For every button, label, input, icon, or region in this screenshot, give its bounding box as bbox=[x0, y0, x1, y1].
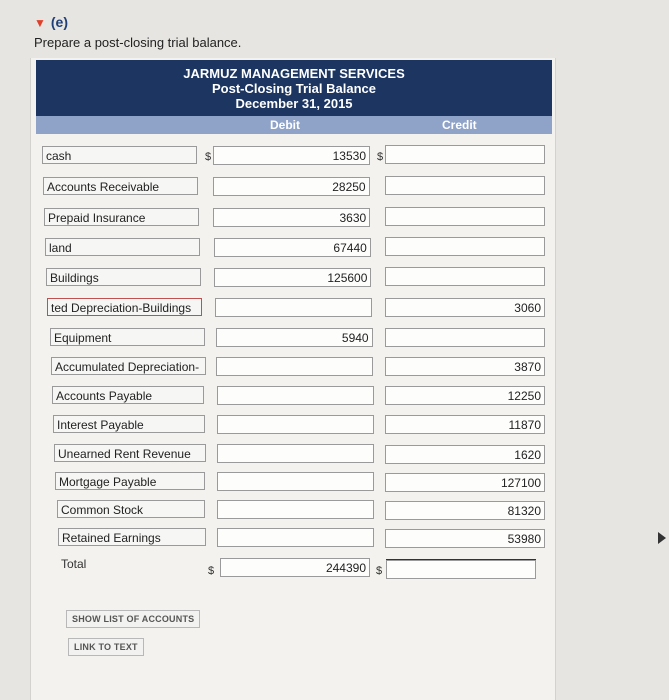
credit-input[interactable]: 1620 bbox=[385, 445, 545, 464]
account-name-field[interactable]: Unearned Rent Revenue bbox=[54, 444, 206, 462]
statement-title: Post-Closing Trial Balance bbox=[212, 81, 376, 96]
debit-dollar-sign: $ bbox=[205, 151, 212, 163]
debit-input[interactable]: 125600 bbox=[214, 268, 371, 287]
account-name-field[interactable]: land bbox=[45, 238, 200, 256]
debit-input[interactable] bbox=[217, 386, 374, 405]
mouse-cursor-icon bbox=[658, 532, 666, 544]
company-name: JARMUZ MANAGEMENT SERVICES bbox=[183, 66, 405, 81]
account-name-field[interactable]: Equipment bbox=[50, 328, 205, 346]
debit-input[interactable] bbox=[216, 357, 373, 376]
debit-input[interactable] bbox=[217, 528, 374, 547]
credit-input[interactable]: 12250 bbox=[385, 386, 545, 405]
total-credit-dollar-sign: $ bbox=[376, 565, 383, 577]
credit-input[interactable]: 3060 bbox=[385, 298, 545, 317]
section-heading[interactable] bbox=[34, 14, 68, 30]
credit-input[interactable] bbox=[385, 176, 545, 195]
account-name-field[interactable]: Accounts Payable bbox=[52, 386, 204, 404]
credit-input[interactable] bbox=[385, 237, 545, 256]
debit-input[interactable] bbox=[217, 500, 374, 519]
total-label: Total bbox=[61, 557, 87, 571]
show-list-of-accounts-button[interactable]: SHOW LIST OF ACCOUNTS bbox=[66, 610, 200, 628]
account-name-field[interactable]: Mortgage Payable bbox=[55, 472, 205, 490]
account-name-field[interactable]: Buildings bbox=[46, 268, 201, 286]
credit-input[interactable]: 127100 bbox=[385, 473, 545, 492]
statement-date: December 31, 2015 bbox=[235, 96, 353, 111]
account-name-field[interactable]: ted Depreciation-Buildings bbox=[47, 298, 202, 316]
debit-input[interactable]: 5940 bbox=[216, 328, 373, 347]
debit-input[interactable]: 28250 bbox=[213, 177, 370, 196]
credit-dollar-sign: $ bbox=[377, 151, 384, 163]
column-header-bar bbox=[36, 116, 552, 134]
credit-input[interactable] bbox=[385, 207, 545, 226]
account-name-field[interactable]: Accumulated Depreciation- bbox=[51, 357, 206, 375]
credit-input[interactable]: 11870 bbox=[385, 415, 545, 434]
debit-column-header: Debit bbox=[270, 118, 300, 132]
debit-input[interactable] bbox=[217, 472, 374, 491]
debit-input[interactable] bbox=[217, 444, 374, 463]
credit-input[interactable]: 3870 bbox=[385, 357, 545, 376]
account-name-field[interactable]: Common Stock bbox=[57, 500, 205, 518]
account-name-field[interactable]: Interest Payable bbox=[53, 415, 205, 433]
credit-column-header: Credit bbox=[442, 118, 477, 132]
debit-input[interactable]: 67440 bbox=[214, 238, 371, 257]
credit-input[interactable]: 53980 bbox=[385, 529, 545, 548]
debit-input[interactable]: 3630 bbox=[213, 208, 370, 227]
account-name-field[interactable]: Prepaid Insurance bbox=[44, 208, 199, 226]
section-label: (e) bbox=[50, 14, 69, 30]
debit-input[interactable]: 13530 bbox=[213, 146, 370, 165]
credit-input[interactable] bbox=[385, 267, 545, 286]
instruction-text: Prepare a post-closing trial balance. bbox=[34, 35, 242, 50]
total-credit-input[interactable] bbox=[386, 560, 536, 579]
account-name-field[interactable]: Retained Earnings bbox=[58, 528, 206, 546]
total-debit-dollar-sign: $ bbox=[208, 565, 215, 577]
account-name-field[interactable]: cash bbox=[42, 146, 197, 164]
account-name-field[interactable]: Accounts Receivable bbox=[43, 177, 198, 195]
total-debit-input[interactable]: 244390 bbox=[220, 558, 370, 577]
debit-input[interactable] bbox=[215, 298, 372, 317]
debit-input[interactable] bbox=[217, 415, 374, 434]
credit-input[interactable]: 81320 bbox=[385, 501, 545, 520]
link-to-text-button[interactable]: LINK TO TEXT bbox=[68, 638, 144, 656]
credit-input[interactable] bbox=[385, 328, 545, 347]
trial-balance-header bbox=[36, 60, 552, 118]
credit-input[interactable] bbox=[385, 145, 545, 164]
collapse-triangle-icon[interactable]: ▼ bbox=[34, 16, 46, 30]
